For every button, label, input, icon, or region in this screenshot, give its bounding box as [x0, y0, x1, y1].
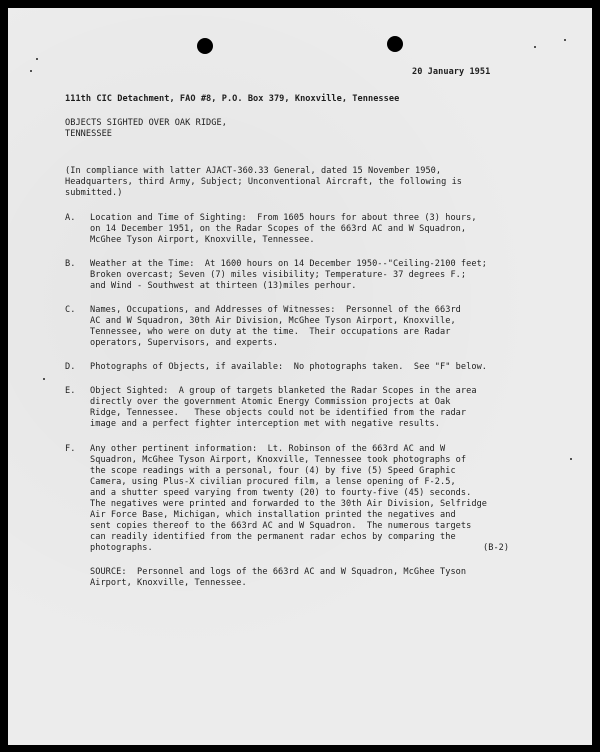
section-text-line: Broken overcast; Seven (7) miles visibility; Temperature- 37 degrees F.;	[90, 270, 467, 280]
section-text-line: Names, Occupations, and Addresses of Witnesses: Personnel of the 663rd	[90, 305, 461, 315]
section-text-line: directly over the government Atomic Energy Commission projects at Oak	[90, 397, 451, 407]
section-text-line: Tennessee, who were on duty at the time. Their occupations are Radar	[90, 327, 451, 337]
section-text-line: Any other pertinent information: Lt. Robinson of the 663rd AC and W	[90, 444, 446, 454]
section-text-line: and a shutter speed varying from twenty (20) to fourty-five (45) seconds.	[90, 488, 472, 498]
section-text-line: photographs.	[90, 543, 153, 553]
subject-line: TENNESSEE	[65, 129, 113, 139]
memo-date: 20 January 1951	[412, 67, 491, 77]
section-text-line: AC and W Squadron, 30th Air Division, McGhee Tyson Airport, Knoxville,	[90, 316, 456, 326]
subject-line: OBJECTS SIGHTED OVER OAK RIDGE,	[65, 118, 227, 128]
source-line: SOURCE: Personnel and logs of the 663rd AC and W Squadron, McGhee Tyson	[90, 567, 467, 577]
section-letter: C.	[65, 305, 76, 315]
section-text-line: operators, Supervisors, and experts.	[90, 338, 279, 348]
section-text-line: Squadron, McGhee Tyson Airport, Knoxville, Tennessee took photographs of	[90, 455, 467, 465]
section-text-line: Photographs of Objects, if available: No photographs taken. See "F" below.	[90, 362, 488, 372]
section-letter: A.	[65, 213, 76, 223]
letterhead: 111th CIC Detachment, FAO #8, P.O. Box 379, Knoxville, Tennessee	[65, 94, 400, 104]
section-text-line: and Wind - Southwest at thirteen (13)miles perhour.	[90, 281, 357, 291]
section-text-line: Object Sighted: A group of targets blanketed the Radar Scopes in the area	[90, 386, 477, 396]
section-text-line: sent copies thereof to the 663rd AC and W Squadron. The numerous targets	[90, 521, 472, 531]
evaluation-rating: (B-2)	[483, 543, 510, 553]
section-text-line: Air Force Base, Michigan, which installation printed the negatives and	[90, 510, 456, 520]
section-text-line: Location and Time of Sighting: From 1605 hours for about three (3) hours,	[90, 213, 477, 223]
section-letter: B.	[65, 259, 76, 269]
document-page	[8, 8, 592, 745]
section-text-line: McGhee Tyson Airport, Knoxville, Tennessee.	[90, 235, 315, 245]
intro-line: submitted.)	[65, 188, 123, 198]
section-text-line: can readily identified from the permanent radar echos by comparing the	[90, 532, 456, 542]
memo-body	[8, 8, 592, 745]
section-text-line: image and a perfect fighter interception met with negative results.	[90, 419, 440, 429]
section-text-line: the scope readings with a personal, four (4) by five (5) Speed Graphic	[90, 466, 456, 476]
section-letter: E.	[65, 386, 76, 396]
source-line: Airport, Knoxville, Tennessee.	[90, 578, 247, 588]
section-text-line: Ridge, Tennessee. These objects could not be identified from the radar	[90, 408, 467, 418]
section-letter: F.	[65, 444, 76, 454]
section-text-line: Weather at the Time: At 1600 hours on 14 December 1950--"Ceiling-2100 feet;	[90, 259, 488, 269]
section-text-line: Camera, using Plus-X civilian procured film, a lense opening of F-2.5,	[90, 477, 456, 487]
intro-line: Headquarters, third Army, Subject; Unconventional Aircraft, the following is	[65, 177, 463, 187]
section-letter: D.	[65, 362, 76, 372]
section-text-line: on 14 December 1951, on the Radar Scopes of the 663rd AC and W Squadron,	[90, 224, 467, 234]
intro-line: (In compliance with latter AJACT-360.33 General, dated 15 November 1950,	[65, 166, 442, 176]
section-text-line: The negatives were printed and forwarded to the 30th Air Division, Selfridge	[90, 499, 488, 509]
